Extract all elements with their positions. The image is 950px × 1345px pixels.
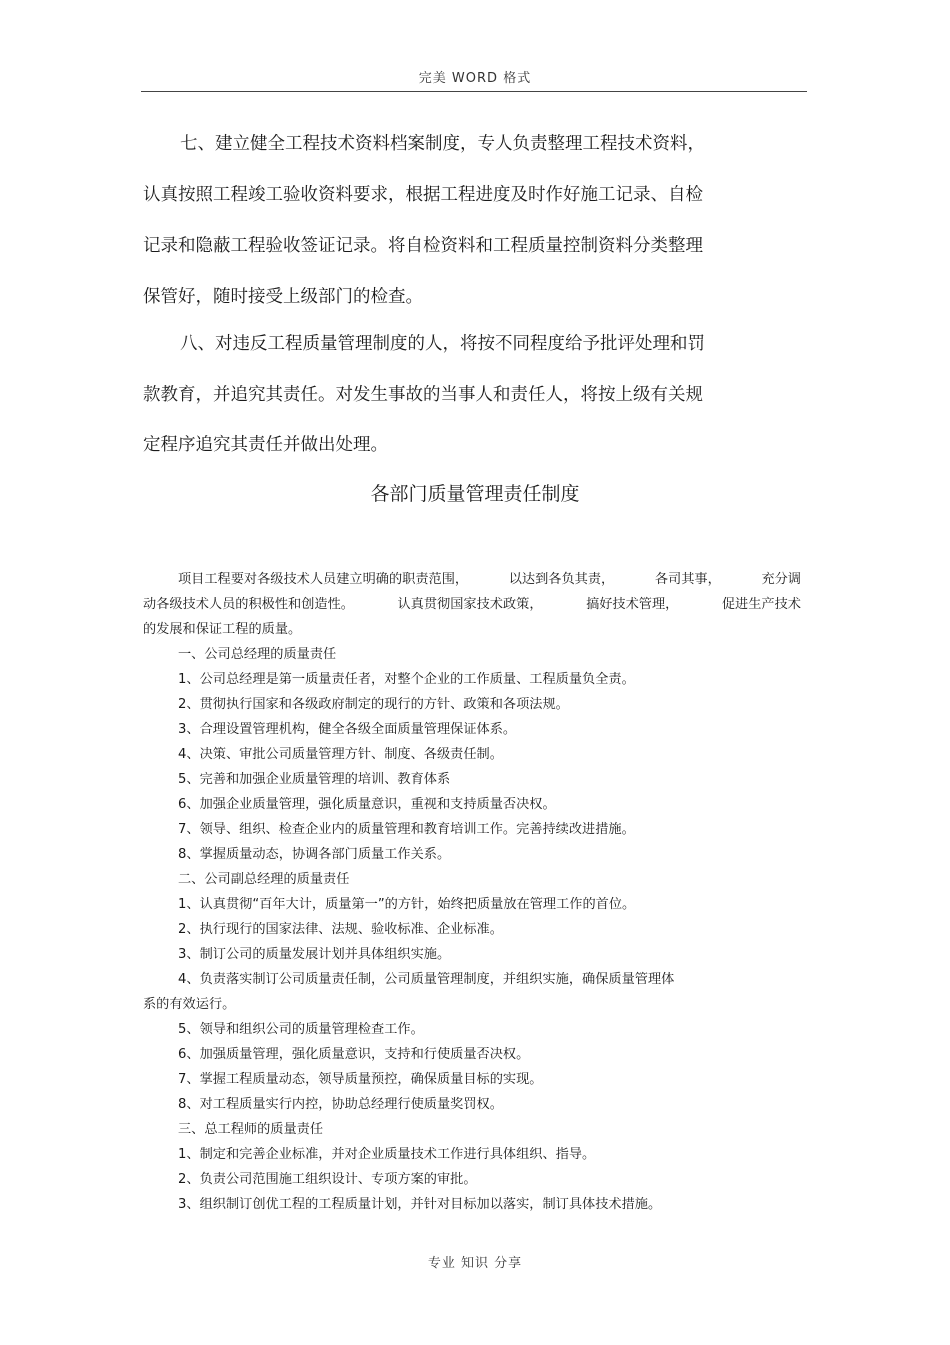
paragraph-7-line-3: 记录和隐蔽工程验收签证记录。将自检资料和工程质量控制资料分类整理	[143, 236, 703, 256]
section-1-item-5: 5、完善和加强企业质量管理的培训、教育体系	[178, 772, 451, 787]
page-header: 完美 WORD 格式	[418, 71, 532, 86]
section-2-item-1: 1、认真贯彻“百年大计，质量第一”的方针，始终把质量放在管理工作的首位。	[178, 897, 636, 912]
intro-line-2-part-1: 动各级技术人员的积极性和创造性。	[143, 597, 354, 612]
section-1-item-8: 8、掌握质量动态，协调各部门质量工作关系。	[178, 847, 451, 862]
intro-line-2-part-3: 搞好技术管理，	[586, 597, 679, 612]
intro-line-2-part-2: 认真贯彻国家技术政策，	[397, 597, 543, 612]
header-divider	[141, 91, 807, 92]
intro-line-1	[178, 568, 801, 587]
paragraph-7-line-1: 七、建立健全工程技术资料档案制度，专人负责整理工程技术资料，	[180, 134, 705, 154]
paragraph-8-line-2: 款教育，并追究其责任。对发生事故的当事人和责任人，将按上级有关规	[143, 385, 703, 405]
section-2-item-8: 8、对工程质量实行内控，协助总经理行使质量奖罚权。	[178, 1097, 503, 1112]
section-2-heading: 二、公司副总经理的质量责任	[178, 872, 350, 887]
paragraph-8-line-1: 八、对违反工程质量管理制度的人，将按不同程度给予批评处理和罚	[180, 334, 705, 354]
section-1-item-1: 1、公司总经理是第一质量责任者，对整个企业的工作质量、工程质量负全责。	[178, 672, 635, 687]
paragraph-7-line-2: 认真按照工程竣工验收资料要求，根据工程进度及时作好施工记录、自检	[143, 185, 703, 205]
section-2-item-7: 7、掌握工程质量动态，领导质量预控，确保质量目标的实现。	[178, 1072, 543, 1087]
intro-line-1-part-3: 各司其事，	[654, 572, 721, 587]
section-3-item-2: 2、负责公司范围施工组织设计、专项方案的审批。	[178, 1172, 477, 1187]
section-3-heading: 三、总工程师的质量责任	[178, 1122, 324, 1137]
section-3-item-1: 1、制定和完善企业标准，并对企业质量技术工作进行具体组织、指导。	[178, 1147, 596, 1162]
paragraph-7-line-4: 保管好，随时接受上级部门的检查。	[143, 287, 423, 307]
page-footer: 专业 知识 分享	[427, 1256, 523, 1271]
section-2-item-2: 2、执行现行的国家法律、法规、验收标准、企业标准。	[178, 922, 503, 937]
intro-line-1-part-1: 项目工程要对各级技术人员建立明确的职责范围，	[178, 572, 469, 587]
section-2-item-6: 6、加强质量管理，强化质量意识，支持和行使质量否决权。	[178, 1047, 530, 1062]
section-2-item-3: 3、制订公司的质量发展计划并具体组织实施。	[178, 947, 451, 962]
section-1-item-3: 3、合理设置管理机构，健全各级全面质量管理保证体系。	[178, 722, 517, 737]
section-1-heading: 一、公司总经理的质量责任	[178, 647, 337, 662]
section-2-item-5: 5、领导和组织公司的质量管理检查工作。	[178, 1022, 424, 1037]
section-3-item-3: 3、组织制订创优工程的工程质量计划，并针对目标加以落实，制订具体技术措施。	[178, 1197, 662, 1212]
intro-line-2-part-4: 促进生产技术	[721, 597, 801, 612]
section-1-item-4: 4、决策、审批公司质量管理方针、制度、各级责任制。	[178, 747, 503, 762]
paragraph-8-line-3: 定程序追究其责任并做出处理。	[143, 435, 388, 455]
section-title: 各部门质量管理责任制度	[370, 483, 580, 505]
intro-line-2	[143, 593, 801, 612]
intro-line-1-part-4: 充分调	[761, 572, 801, 587]
intro-line-1-part-2: 以达到各负其责，	[508, 572, 615, 587]
section-1-item-2: 2、贯彻执行国家和各级政府制定的现行的方针、政策和各项法规。	[178, 697, 569, 712]
section-1-item-6: 6、加强企业质量管理，强化质量意识，重视和支持质量否决权。	[178, 797, 556, 812]
section-2-item-4: 4、负责落实制订公司质量责任制，公司质量管理制度，并组织实施，确保质量管理体	[178, 972, 675, 987]
intro-line-3: 的发展和保证工程的质量。	[143, 622, 302, 637]
section-2-item-4-cont: 系的有效运行。	[143, 997, 236, 1012]
section-1-item-7: 7、领导、组织、检查企业内的质量管理和教育培训工作。完善持续改进措施。	[178, 822, 635, 837]
